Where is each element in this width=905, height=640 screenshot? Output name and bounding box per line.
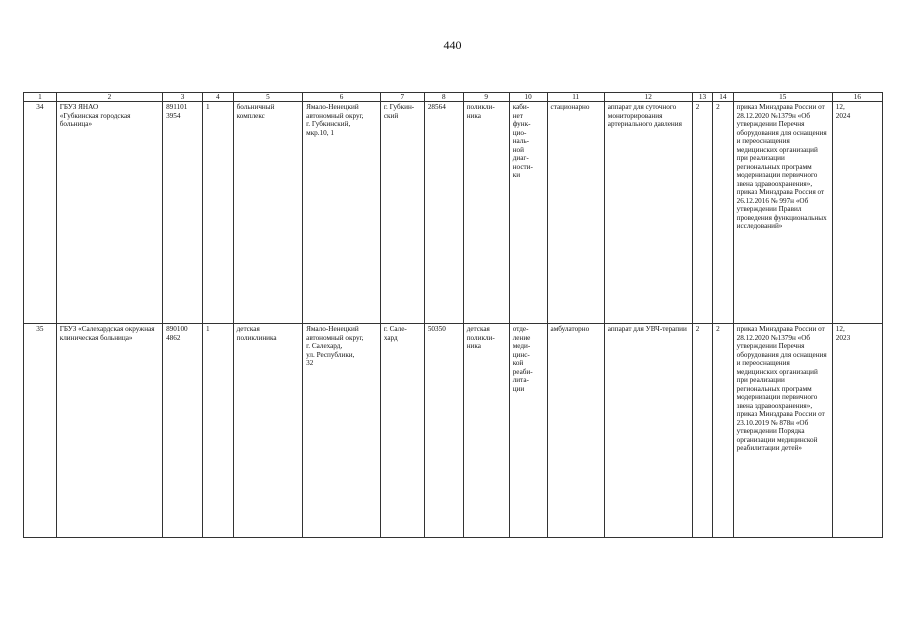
quantity-planned: 2 [713,324,733,538]
equipment-name: аппарат для суточного мониторирования артериального давления [604,102,692,324]
organization-name: ГБУЗ «Салехардская окружная клиническая больница» [56,324,162,538]
header-cell: 3 [163,93,203,102]
unit-type: поликли- ника [463,102,509,324]
header-cell: 14 [713,93,733,102]
header-cell: 7 [380,93,424,102]
equipment-name: аппарат для УВЧ-терапии [604,324,692,538]
header-cell: 5 [233,93,303,102]
deadline: 12, 2023 [832,324,882,538]
count-cell: 1 [202,324,233,538]
row-number: 35 [24,324,57,538]
quantity-required: 2 [692,324,712,538]
quantity-planned: 2 [713,102,733,324]
table-row [24,324,883,538]
population: 28564 [424,102,463,324]
header-cell: 11 [547,93,604,102]
deadline: 12, 2024 [832,102,882,324]
inn-code: 891101 3954 [163,102,203,324]
department: каби- нет функ- цио- наль- ной диаг- ности- ки [509,102,547,324]
header-cell: 6 [303,93,381,102]
legal-basis: приказ Минздрава России от 28.12.2020 №1379н «Об утверждении Перечня оборудования для оснащения и переоснащения медицинских организаций при реализации региональных программ модернизации первичного звена здравоохранения», приказ Минздрава Россия от 26.12.2016 № 997н «Об утверждении Правил проведения функциональных исследований» [733,102,832,324]
facility-type: детская поликлиника [233,324,303,538]
table-header-row [24,93,883,102]
header-cell: 16 [832,93,882,102]
header-cell: 10 [509,93,547,102]
inn-code: 890100 4862 [163,324,203,538]
header-cell: 4 [202,93,233,102]
header-cell: 9 [463,93,509,102]
count-cell: 1 [202,102,233,324]
city: г. Губкин- ский [380,102,424,324]
facility-type: больничный комплекс [233,102,303,324]
quantity-required: 2 [692,102,712,324]
page-number: 440 [443,38,462,52]
header-cell: 15 [733,93,832,102]
city: г. Сале- хард [380,324,424,538]
header-cell: 12 [604,93,692,102]
address: Ямало-Ненецкий автономный округ, г. Салехард, ул. Республики, 32 [303,324,381,538]
legal-basis: приказ Минздрава России от 28.12.2020 №1379н «Об утверждении Перечня оборудования для оснащения и переоснащения медицинских организаций при реализации региональных программ модернизации первичного звена здравоохранения», приказ Минздрава России от 23.10.2019 № 878н «Об утверждении Порядка организации медицинской реабилитации детей» [733,324,832,538]
header-cell: 13 [692,93,712,102]
department: отде- ление меди- цинс- кой реаби- лита- ции [509,324,547,538]
equipment-table [23,92,883,538]
care-mode: амбулаторно [547,324,604,538]
care-mode: стационарно [547,102,604,324]
row-number: 34 [24,102,57,324]
header-cell: 2 [56,93,162,102]
population: 50350 [424,324,463,538]
header-cell: 1 [24,93,57,102]
header-cell: 8 [424,93,463,102]
organization-name: ГБУЗ ЯНАО «Губкинская городская больница» [56,102,162,324]
unit-type: детская поликли- ника [463,324,509,538]
table-row [24,102,883,324]
address: Ямало-Ненецкий автономный округ, г. Губкинский, мкр.10, 1 [303,102,381,324]
